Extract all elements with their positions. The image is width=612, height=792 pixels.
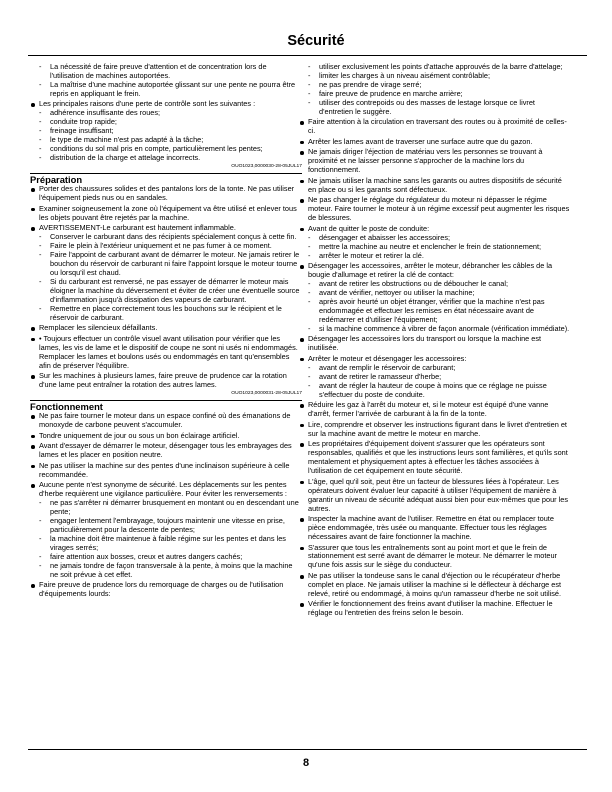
section-heading-preparation: Préparation [30,174,83,186]
list-bullet-item: Inspecter la machine avant de l'utiliser. Remettre en état ou remplacer toute pièce endommagée, très usée ou manquante. Effectuer tous les réglages nécessaires avant de faire fonctionner la machine. [299,515,571,542]
list-dash-item: - mettre la machine au neutre et enclencher le frein de stationnement; [299,243,571,252]
list-dash-item: - La nécessité de faire preuve d'attention et de concentration lors de l'utilisation de machines autoportées. [30,63,302,81]
list-bullet-item: Aucune pente n'est synonyme de sécurité. Les déplacements sur les pentes d'herbe requièrent une vigilance particulière. Pour éviter les renversements : [30,481,302,499]
list-bullet-item: Sur les machines à plusieurs lames, faire preuve de prudence car la rotation d'une lame peut entraîner la rotation des autres lames. [30,372,302,390]
section-heading-fonctionnement: Fonctionnement [30,401,103,413]
list-bullet-item: Ne jamais diriger l'éjection de matériau vers les personnes se trouvant à proximité et ne laisser personne s'approcher de la machine lors du fonctionnement. [299,148,571,175]
list-bullet-item: Avant de quitter le poste de conduite: [299,225,571,234]
list-bullet-item: • Toujours effectuer un contrôle visuel avant utilisation pour vérifier que les lames, les vis de lame et le dispositif de coupe ne sont ni usés ni endommagés. Remplacer les lames et boulons usés ou endommagés en tant qu'ensembles afin de préserver l'équilibre. [30,335,302,371]
reference-code: OUO1023,0000031-28-05JUL17 [231,391,302,397]
list-bullet-item: Porter des chaussures solides et des pantalons lors de la tonte. Ne pas utiliser l'équipement pieds nus ou en sandales. [30,185,302,203]
list-dash-item: - le type de machine n'est pas adapté à la tâche; [30,136,302,145]
right-column [299,63,571,618]
left-column [30,63,302,599]
list-dash-item: - ne jamais tondre de façon transversale à la pente, à moins que la machine ne soit prévue à cet effet. [30,562,302,580]
list-bullet-item: Désengager les accessoires lors du transport ou lorsque la machine est inutilisée. [299,335,571,353]
list-dash-item: - la machine doit être maintenue à faible régime sur les pentes et dans les virages serrés; [30,535,302,553]
list-dash-item: - Faire l'appoint de carburant avant de démarrer le moteur. Ne jamais retirer le bouchon du réservoir de carburant ni faire l'appoint lorsque le moteur tourne ou lorsqu'il est chaud. [30,251,302,278]
list-dash-item: - limiter les charges à un niveau aisément contrôlable; [299,72,571,81]
list-dash-item: - utiliser exclusivement les points d'attache approuvés de la barre d'attelage; [299,63,571,72]
list-dash-item: - distribution de la charge et attelage incorrects. [30,154,302,163]
page-title: Sécurité [287,33,345,49]
list-bullet-item: S'assurer que tous les entraînements sont au point mort et que le frein de stationnement est serré avant de démarrer le moteur. Ne démarrer le moteur qu'une fois assis sur le siège du conducteur. [299,544,571,571]
list-bullet-item: Lire, comprendre et observer les instructions figurant dans le livret d'entretien et sur la machine avant de mettre le moteur en marche. [299,421,571,439]
list-dash-item: - faire preuve de prudence en marche arrière; [299,90,571,99]
list-bullet-item: Réduire les gaz à l'arrêt du moteur et, si le moteur est équipé d'une vanne d'arrêt, fermer l'arrivée de carburant à la fin de la tonte. [299,401,571,419]
list-dash-item: - désengager et abaisser les accessoires; [299,234,571,243]
list-bullet-item: Vérifier le fonctionnement des freins avant d'utiliser la machine. Effectuer le réglage ou l'entretien des freins selon le besoin. [299,600,571,618]
list-bullet-item: Ne pas utiliser la tondeuse sans le canal d'éjection ou le récupérateur d'herbe complet en place. Ne jamais utiliser la machine si le déflecteur à décharge est relevé, retiré ou endommagé, à moins qu'un ramasseur d'herbe ne soit utilisé. [299,572,571,599]
list-bullet-item: Faire attention à la circulation en traversant des routes ou à proximité de celles-ci. [299,118,571,136]
list-bullet-item: Faire preuve de prudence lors du remorquage de charges ou de l'utilisation d'équipements lourds: [30,581,302,599]
list-bullet-item: Tondre uniquement de jour ou sous un bon éclairage artificiel. [30,432,302,441]
list-dash-item: - Conserver le carburant dans des récipients spécialement conçus à cette fin. [30,233,302,242]
list-dash-item: - utiliser des contrepoids ou des masses de lestage lorsque ce livret d'entretien le suggère. [299,99,571,117]
list-dash-item: - conditions du sol mal pris en compte, particulièrement les pentes; [30,145,302,154]
list-dash-item: - arrêter le moteur et retirer la clé. [299,252,571,261]
list-dash-item: - Faire le plein à l'extérieur uniquement et ne pas fumer à ce moment. [30,242,302,251]
list-bullet-item: Remplacer les silencieux défaillants. [30,324,302,333]
list-bullet-item: Les propriétaires d'équipement doivent s'assurer que les opérateurs sont responsables, qualifiés et que les instructions leurs sont familières, et qu'ils sont mentalement et physiquement aptes à effectuer les tâches associées à l'utilisation de cet équipement en toute sécurité. [299,440,571,476]
list-dash-item: - conduite trop rapide; [30,118,302,127]
list-dash-item: - faire attention aux bosses, creux et autres dangers cachés; [30,553,302,562]
list-bullet-item: Ne jamais utiliser la machine sans les garants ou autres dispositifs de sécurité en place ou si les garants sont défectueux. [299,177,571,195]
list-dash-item: - Remettre en place correctement tous les bouchons sur le récipient et le réservoir de carburant. [30,305,302,323]
list-dash-item: - freinage insuffisant; [30,127,302,136]
list-dash-item: - ne pas s'arrêter ni démarrer brusquement en montant ou en descendant une pente; [30,499,302,517]
list-dash-item: - si la machine commence à vibrer de façon anormale (vérification immédiate). [299,325,571,334]
title-rule [28,55,587,56]
list-dash-item: - Si du carburant est renversé, ne pas essayer de démarrer le moteur mais éloigner la machine du déversement et éviter de créer une éventuelle source d'inflammation jusqu'à dissipation des vapeurs de carburant. [30,278,302,305]
list-bullet-item: Désengager les accessoires, arrêter le moteur, débrancher les câbles de la bougie d'allumage et retirer la clé de contact: [299,262,571,280]
list-bullet-item: AVERTISSEMENT-Le carburant est hautement inflammable. [30,224,302,233]
list-dash-item: - avant de retirer le ramasseur d'herbe; [299,373,571,382]
list-dash-item: - avant de retirer les obstructions ou de déboucher le canal; [299,280,571,289]
list-dash-item: - ne pas prendre de virage serré; [299,81,571,90]
footer-rule [28,749,587,750]
reference-code: OUO1023,0000030-28-05JUL17 [231,164,302,170]
list-bullet-item: Ne pas utiliser la machine sur des pentes d'une inclinaison supérieure à celle recommandée. [30,462,302,480]
list-dash-item: - avant de vérifier, nettoyer ou utiliser la machine; [299,289,571,298]
list-bullet-item: L'âge, quel qu'il soit, peut être un facteur de blessures liées à l'opérateur. Les opérateurs doivent évaluer leur capacité à utiliser l'équipement de manière à garantir un niveau de sécurité adéquat aussi bien pour eux-mêmes que pour les autres. [299,478,571,514]
list-dash-item: - engager lentement l'embrayage, toujours maintenir une vitesse en prise, particulièrement pour la descente de pentes; [30,517,302,535]
list-bullet-item: Les principales raisons d'une perte de contrôle sont les suivantes : [30,100,302,109]
list-bullet-item: Ne pas faire tourner le moteur dans un espace confiné où des émanations de monoxyde de carbone peuvent s'accumuler. [30,412,302,430]
list-bullet-item: Ne pas changer le réglage du régulateur du moteur ni dépasser le régime moteur. Faire tourner le moteur à un régime excessif peut augmenter les risques de blessures. [299,196,571,223]
page-number: 8 [302,757,310,769]
list-bullet-item: Examiner soigneusement la zone où l'équipement va être utilisé et enlever tous les objets pouvant être rejetés par la machine. [30,205,302,223]
list-bullet-item: Arrêter le moteur et désengager les accessoires: [299,355,571,364]
list-dash-item: - La maîtrise d'une machine autoportée glissant sur une pente ne pourra être repris en appliquant le frein. [30,81,302,99]
list-dash-item: - après avoir heurté un objet étranger, vérifier que la machine n'est pas endommagée et effectuer les remises en état nécessaire avant de redémarrer et d'utiliser l'équipement; [299,298,571,325]
list-bullet-item: Avant d'essayer de démarrer le moteur, désengager tous les embrayages des lames et les placer en position neutre. [30,442,302,460]
list-dash-item: - avant de remplir le réservoir de carburant; [299,364,571,373]
list-dash-item: - avant de régler la hauteur de coupe à moins que ce réglage ne puisse s'effectuer du poste de conduite. [299,382,571,400]
list-dash-item: - adhérence insuffisante des roues; [30,109,302,118]
list-bullet-item: Arrêter les lames avant de traverser une surface autre que du gazon. [299,138,571,147]
